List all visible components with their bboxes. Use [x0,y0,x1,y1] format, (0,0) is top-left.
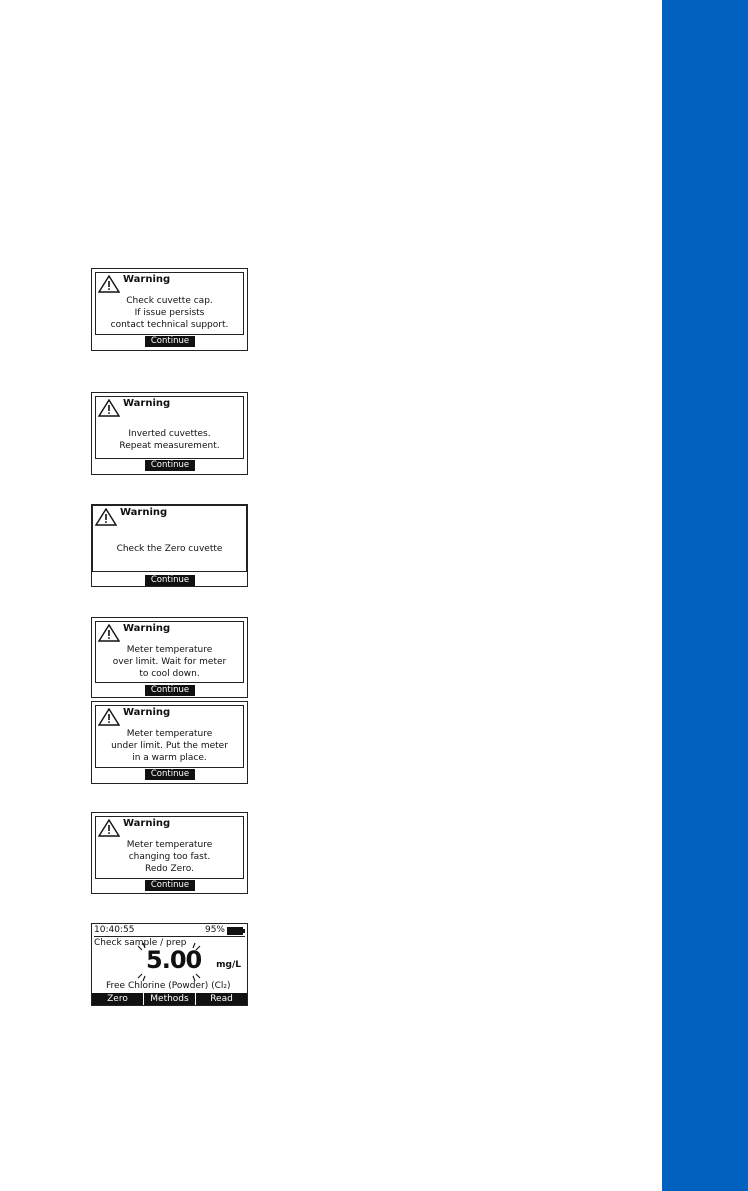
battery-icon [227,927,243,935]
warning-message-line: Repeat measurement. [119,441,220,451]
warning-screen-temperature-over [91,617,248,698]
warning-title: Warning [123,818,171,829]
warning-message-line: to cool down. [139,669,200,679]
warning-message-line: Inverted cuvettes. [128,429,211,439]
continue-button[interactable]: Continue [145,575,195,586]
warning-message-line: contact technical support. [110,320,229,330]
warning-triangle-icon [98,399,120,417]
warning-message-line: If issue persists [134,308,205,318]
warning-dialog [95,621,244,683]
warning-screen-inverted-cuvettes [91,392,248,475]
warning-triangle-icon [98,624,120,642]
warning-title: Warning [123,707,171,718]
warning-message-line: over limit. Wait for meter [112,657,227,667]
measurement-value: 5.00 [146,946,202,974]
battery-percent: 95% [204,925,225,935]
warning-title: Warning [123,274,171,285]
warning-message-line: changing too fast. [128,852,211,862]
warning-message-line: Meter temperature [126,840,213,850]
warning-message-line: under limit. Put the meter [111,741,228,751]
warning-screen-zero-cuvette [91,504,248,587]
continue-button[interactable]: Continue [145,769,195,780]
status-message: Check sample / prep [94,938,187,948]
warning-dialog [95,272,244,335]
warning-dialog [92,505,247,572]
warning-dialog [95,705,244,768]
read-softkey[interactable]: Read [210,994,233,1004]
warning-screen-temperature-changing [91,812,248,894]
warning-triangle-icon [98,819,120,837]
status-bar [94,925,245,937]
warning-title: Warning [120,507,168,518]
warning-triangle-icon [98,275,120,293]
warning-screen-cuvette-cap [91,268,248,351]
measurement-unit: mg/L [216,960,241,970]
warning-screen-temperature-under [91,701,248,784]
continue-button[interactable]: Continue [145,336,195,347]
warning-title: Warning [123,623,171,634]
warning-message-line: Redo Zero. [145,864,194,874]
method-name: Free Chlorine (Powder) (Cl₂) [106,981,231,991]
warning-message-line: Meter temperature [126,645,213,655]
warning-message-line: Meter temperature [126,729,213,739]
clock-time: 10:40:55 [94,925,135,935]
warning-triangle-icon [95,508,117,526]
warning-dialog [95,816,244,879]
warning-message-line: Check cuvette cap. [126,296,213,306]
side-tab-bar [662,0,748,1191]
warning-title: Warning [123,398,171,409]
warning-dialog [95,396,244,459]
continue-button[interactable]: Continue [145,685,195,696]
continue-button[interactable]: Continue [145,880,195,891]
measurement-screen [91,923,248,1006]
continue-button[interactable]: Continue [145,460,195,471]
zero-softkey[interactable]: Zero [92,993,144,1005]
methods-softkey[interactable]: Methods [144,993,196,1005]
warning-message-line: in a warm place. [132,753,207,763]
warning-message-line: Check the Zero cuvette [116,544,223,554]
softkey-bar [92,993,247,1005]
warning-triangle-icon [98,708,120,726]
